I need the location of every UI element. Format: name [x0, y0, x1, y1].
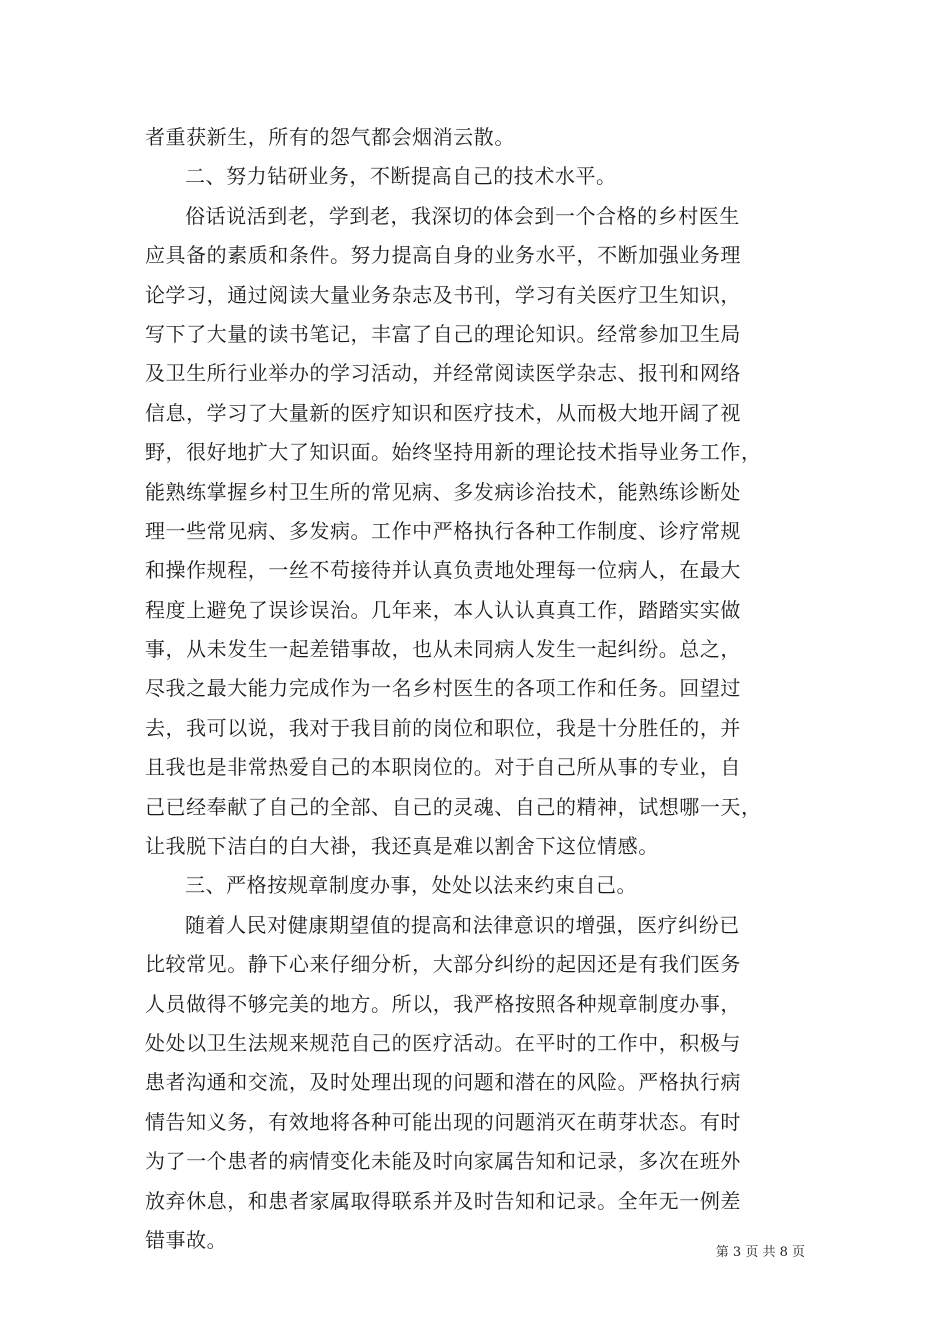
text-line: 野，很好地扩大了知识面。始终坚持用新的理论技术指导业务工作，: [145, 440, 762, 465]
text-line: 放弃休息，和患者家属取得联系并及时告知和记录。全年无一例差: [145, 1188, 741, 1213]
text-line: 信息，学习了大量新的医疗知识和医疗技术，从而极大地开阔了视: [145, 400, 741, 425]
paragraph-first-line: 二、努力钻研业务，不断提高自己的技术水平。: [185, 164, 617, 189]
text-line: 去，我可以说，我对于我目前的岗位和职位，我是十分胜任的，并: [145, 715, 741, 740]
text-line: 为了一个患者的病情变化未能及时向家属告知和记录，多次在班外: [145, 1149, 741, 1174]
text-line: 及卫生所行业举办的学习活动，并经常阅读医学杂志、报刊和网络: [145, 361, 741, 386]
text-line: 患者沟通和交流，及时处理出现的问题和潜在的风险。严格执行病: [145, 1070, 741, 1095]
text-line: 尽我之最大能力完成作为一名乡村医生的各项工作和任务。回望过: [145, 676, 741, 701]
text-line: 和操作规程，一丝不苟接待并认真负责地处理每一位病人，在最大: [145, 558, 741, 583]
page-number-footer: 第 3 页 共 8 页: [715, 1245, 805, 1260]
text-line: 能熟练掌握乡村卫生所的常见病、多发病诊治技术，能熟练诊断处: [145, 479, 741, 504]
text-line: 且我也是非常热爱自己的本职岗位的。对于自己所从事的专业，自: [145, 755, 741, 780]
text-line: 己已经奉献了自己的全部、自己的灵魂、自己的精神，试想哪一天，: [145, 794, 762, 819]
body-text: [145, 118, 809, 1260]
text-line: 人员做得不够完美的地方。所以，我严格按照各种规章制度办事，: [145, 991, 741, 1016]
text-line: 比较常见。静下心来仔细分析，大部分纠纷的起因还是有我们医务: [145, 952, 741, 977]
paragraph-first-line: 三、严格按规章制度办事，处处以法来约束自己。: [185, 873, 638, 898]
text-line: 处处以卫生法规来规范自己的医疗活动。在平时的工作中，积极与: [145, 1030, 741, 1055]
text-line: 事，从未发生一起差错事故，也从未同病人发生一起纠纷。总之，: [145, 637, 741, 662]
text-line: 写下了大量的读书笔记，丰富了自己的理论知识。经常参加卫生局: [145, 321, 741, 346]
paragraph-first-line: 俗话说活到老，学到老，我深切的体会到一个合格的乡村医生: [185, 203, 740, 228]
text-line: 应具备的素质和条件。努力提高自身的业务水平，不断加强业务理: [145, 243, 741, 268]
text-line: 让我脱下洁白的白大褂，我还真是难以割舍下这位情感。: [145, 834, 659, 859]
text-line: 理一些常见病、多发病。工作中严格执行各种工作制度、诊疗常规: [145, 518, 741, 543]
paragraph-first-line: 随着人民对健康期望值的提高和法律意识的增强，医疗纠纷已: [185, 912, 740, 937]
text-line: 论学习，通过阅读大量业务杂志及书刊，学习有关医疗卫生知识，: [145, 282, 741, 307]
text-line: 程度上避免了误诊误治。几年来，本人认认真真工作，踏踏实实做: [145, 597, 741, 622]
text-line: 错事故。: [145, 1227, 228, 1252]
text-line: 情告知义务，有效地将各种可能出现的问题消灭在萌芽状态。有时: [145, 1109, 741, 1134]
text-line: 者重获新生，所有的怨气都会烟消云散。: [145, 125, 515, 149]
